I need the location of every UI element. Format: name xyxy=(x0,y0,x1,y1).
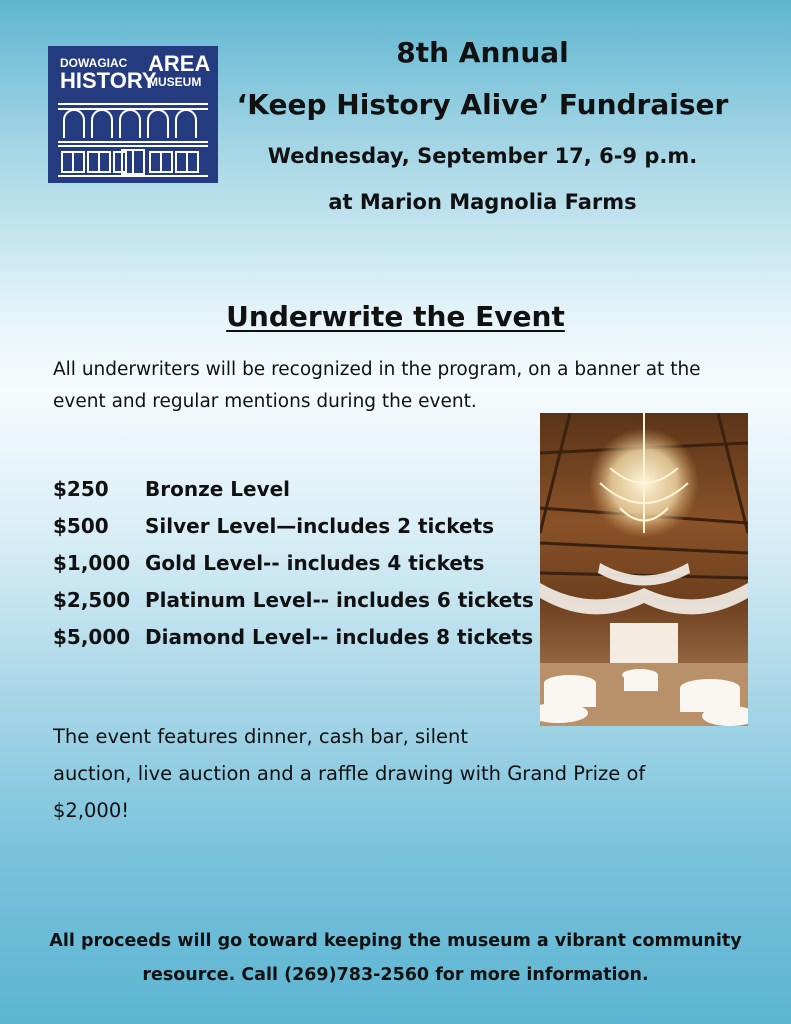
event-title: ‘Keep History Alive’ Fundraiser xyxy=(236,88,729,121)
level-label: Platinum Level-- includes 6 tickets xyxy=(145,588,534,612)
level-amount: $500 xyxy=(53,514,109,538)
level-row xyxy=(53,511,534,548)
features-line: auction, live auction and a raffle drawing with Grand Prize of xyxy=(53,762,646,785)
logo-text-area: AREA xyxy=(148,51,211,76)
features-line: The event features dinner, cash bar, silent xyxy=(53,725,469,748)
logo-text-history: HISTORY xyxy=(60,68,157,93)
building-facade-icon xyxy=(54,98,212,178)
level-amount: $250 xyxy=(53,477,109,501)
logo-text-dowagiac: DOWAGIAC xyxy=(60,56,128,70)
intro-line: event and regular mentions during the event. xyxy=(53,391,477,412)
level-label: Silver Level—includes 2 tickets xyxy=(145,514,495,538)
level-amount: $1,000 xyxy=(53,551,131,575)
level-amount: $2,500 xyxy=(53,588,131,612)
footer-line: resource. Call (269)783-2560 for more information. xyxy=(142,965,649,985)
underwriter-intro xyxy=(53,354,733,418)
level-row xyxy=(53,474,534,511)
level-label: Bronze Level xyxy=(145,477,291,501)
museum-logo xyxy=(48,46,218,183)
level-label: Diamond Level-- includes 8 tickets xyxy=(145,625,534,649)
section-title: Underwrite the Event xyxy=(226,300,565,333)
footer-line: All proceeds will go toward keeping the museum a vibrant community xyxy=(49,931,742,951)
intro-line: All underwriters will be recognized in the program, on a banner at the xyxy=(53,359,701,380)
chandelier-barn-photo xyxy=(540,413,748,726)
footer-note xyxy=(0,924,791,992)
level-row xyxy=(53,548,534,585)
event-venue: at Marion Magnolia Farms xyxy=(328,190,637,214)
event-date-time: Wednesday, September 17, 6-9 p.m. xyxy=(267,144,698,168)
features-line: $2,000! xyxy=(53,799,130,822)
level-row xyxy=(53,622,534,659)
level-amount: $5,000 xyxy=(53,625,131,649)
sponsorship-levels xyxy=(53,474,534,659)
event-features xyxy=(53,718,733,829)
edition-heading: 8th Annual xyxy=(396,36,569,69)
level-label: Gold Level-- includes 4 tickets xyxy=(145,551,485,575)
logo-text-museum: MUSEUM xyxy=(148,75,202,89)
level-row xyxy=(53,585,534,622)
